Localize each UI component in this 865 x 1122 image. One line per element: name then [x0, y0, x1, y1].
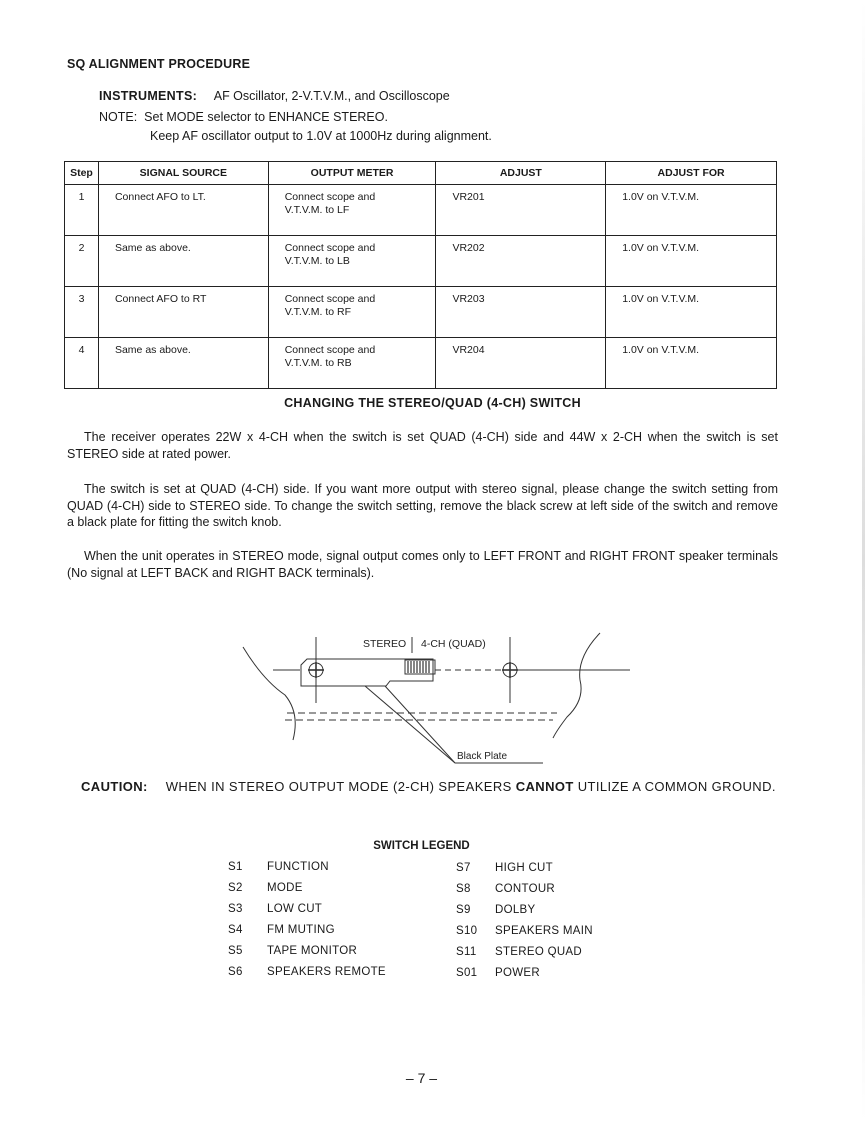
- legend-code: S4: [228, 924, 243, 936]
- table-row: [65, 236, 777, 287]
- output-meter-cell: [268, 236, 436, 287]
- instruments-label: INSTRUMENTS:: [99, 89, 198, 103]
- legend-name: LOW CUT: [267, 903, 323, 915]
- meter-line-1: Connect scope and: [284, 191, 376, 203]
- signal-source-cell: Connect AFO to LT.: [98, 185, 268, 236]
- page-number: – 7 –: [405, 1070, 438, 1086]
- legend-code: S11: [456, 946, 477, 958]
- page-title: SQ ALIGNMENT PROCEDURE: [67, 57, 251, 71]
- header-output-meter: OUTPUT METER: [268, 162, 436, 185]
- legend-code: S6: [228, 966, 243, 978]
- header-signal-source: SIGNAL SOURCE: [98, 162, 268, 185]
- leader-line-1: [365, 686, 455, 763]
- meter-line-1: Connect scope and: [284, 293, 376, 305]
- section-title: CHANGING THE STEREO/QUAD (4-CH) SWITCH: [284, 396, 581, 410]
- note-text-1: Set MODE selector to ENHANCE STEREO.: [144, 110, 388, 124]
- output-meter-cell: [268, 185, 436, 236]
- caution-text-after: UTILIZE A COMMON GROUND.: [577, 779, 776, 794]
- legend-code: S1: [228, 861, 243, 873]
- signal-source-cell: Same as above.: [98, 338, 268, 389]
- meter-line-2: V.T.V.M. to LF: [284, 204, 350, 216]
- adjust-cell: VR201: [436, 185, 606, 236]
- label-stereo: STEREO: [363, 638, 407, 650]
- caution-text-before: WHEN IN STEREO OUTPUT MODE (2-CH) SPEAKERS: [165, 779, 512, 794]
- caution-label: CAUTION:: [81, 779, 148, 794]
- adjust-cell: VR202: [436, 236, 606, 287]
- leader-line-2: [385, 686, 455, 763]
- left-screw: [308, 662, 324, 678]
- legend-name: CONTOUR: [495, 883, 556, 895]
- step-cell: 4: [65, 338, 99, 389]
- table-header-row: [65, 162, 777, 185]
- meter-line-2: V.T.V.M. to LB: [284, 255, 350, 267]
- chassis-right-curve: [553, 633, 600, 738]
- legend-name: POWER: [495, 967, 540, 979]
- legend-code: S5: [228, 945, 243, 957]
- signal-source-cell: Connect AFO to RT: [98, 287, 268, 338]
- instruments-line: [99, 89, 450, 103]
- legend-code: S8: [456, 883, 471, 895]
- right-screw: [502, 662, 518, 678]
- legend-code: S10: [456, 925, 478, 937]
- table-row: [65, 287, 777, 338]
- legend-name: FM MUTING: [267, 924, 335, 936]
- meter-line-2: V.T.V.M. to RF: [284, 306, 352, 318]
- meter-line-1: Connect scope and: [284, 242, 376, 254]
- instruments-text: AF Oscillator, 2-V.T.V.M., and Oscilloscope: [213, 89, 450, 103]
- alignment-table: [64, 161, 777, 389]
- caution-note: [81, 779, 776, 794]
- header-adjust-for: ADJUST FOR: [606, 162, 777, 185]
- legend-name: STEREO QUAD: [495, 946, 583, 958]
- paragraph-1: The receiver operates 22W x 4-CH when the switch is set QUAD (4-CH) side and 44W x 2-CH when the switch is set STEREO side at rated power.: [67, 430, 778, 461]
- black-plate-outline: [301, 659, 433, 686]
- table-row: [65, 185, 777, 236]
- note-line: [99, 110, 388, 124]
- legend-title: SWITCH LEGEND: [373, 840, 470, 852]
- legend-name: HIGH CUT: [495, 862, 553, 874]
- legend-name: SPEAKERS MAIN: [495, 925, 593, 937]
- adjust-cell: VR204: [436, 338, 606, 389]
- switch-knob-ridges: [408, 661, 429, 673]
- adjust-for-cell: 1.0V on V.T.V.M.: [606, 236, 777, 287]
- legend-name: DOLBY: [495, 904, 536, 916]
- adjust-for-cell: 1.0V on V.T.V.M.: [606, 287, 777, 338]
- adjust-cell: VR203: [436, 287, 606, 338]
- table-row: [65, 338, 777, 389]
- paragraph-2: The switch is set at QUAD (4-CH) side. If you want more output with stereo signal, please change the switch setting from QUAD (4-CH) side to STEREO side. To change the switch setting, remove the black screw at left side of the switch and remove a black plate for fitting the switch knob.: [67, 482, 778, 529]
- legend-code: S2: [228, 882, 243, 894]
- paragraph-3: When the unit operates in STEREO mode, signal output comes only to LEFT FRONT and RIGHT FRONT speaker terminals (No signal at LEFT BACK and RIGHT BACK terminals).: [67, 549, 778, 580]
- output-meter-cell: [268, 338, 436, 389]
- chassis-left-curve: [243, 647, 295, 740]
- meter-line-1: Connect scope and: [284, 344, 376, 356]
- caution-emphasis: CANNOT: [515, 779, 574, 794]
- output-meter-cell: [268, 287, 436, 338]
- step-cell: 1: [65, 185, 99, 236]
- legend-code: S9: [456, 904, 471, 916]
- legend-name: TAPE MONITOR: [267, 945, 358, 957]
- note-label: NOTE:: [99, 110, 138, 124]
- legend-code: S01: [456, 967, 478, 979]
- legend-code: S3: [228, 903, 243, 915]
- step-cell: 3: [65, 287, 99, 338]
- legend-name: SPEAKERS REMOTE: [267, 966, 386, 978]
- adjust-for-cell: 1.0V on V.T.V.M.: [606, 338, 777, 389]
- adjust-for-cell: 1.0V on V.T.V.M.: [606, 185, 777, 236]
- meter-line-2: V.T.V.M. to RB: [284, 357, 352, 369]
- switch-diagram: [235, 625, 635, 770]
- legend-code: S7: [456, 862, 471, 874]
- step-cell: 2: [65, 236, 99, 287]
- signal-source-cell: Same as above.: [98, 236, 268, 287]
- header-adjust: ADJUST: [436, 162, 606, 185]
- legend-name: MODE: [267, 882, 303, 894]
- legend-name: FUNCTION: [267, 861, 329, 873]
- header-step: Step: [65, 162, 99, 185]
- label-black-plate: Black Plate: [457, 751, 508, 762]
- label-quad: 4-CH (QUAD): [421, 638, 486, 650]
- note-text-2: Keep AF oscillator output to 1.0V at 1000Hz during alignment.: [150, 129, 492, 143]
